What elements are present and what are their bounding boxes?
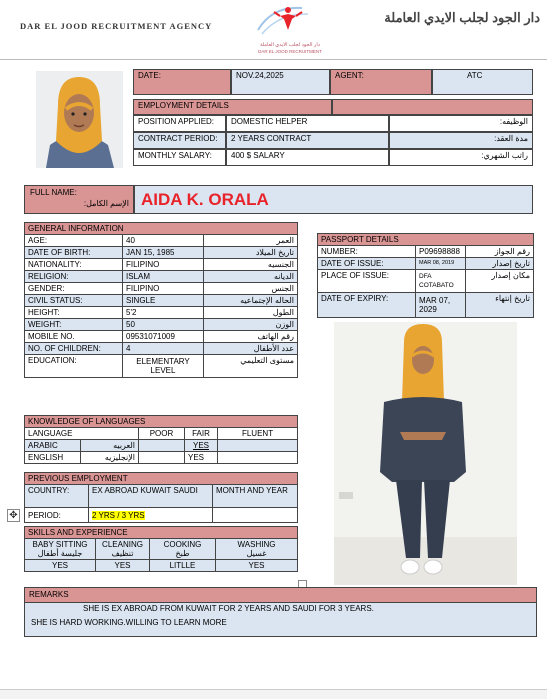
table-row — [318, 270, 534, 293]
height-value: 5'2 — [123, 307, 204, 319]
full-name-label-box — [24, 185, 134, 214]
agency-name-en: DAR EL JOOD RECRUITMENT AGENCY — [20, 21, 213, 31]
contract-label-ar: مدة العقد: — [389, 132, 533, 149]
passport-number-label-ar: رقم الجواز — [466, 246, 534, 258]
period-value: 2 YRS / 3 YRS — [92, 510, 145, 520]
age-label-ar: العمر — [204, 235, 298, 247]
skill-baby-sitting — [25, 539, 96, 560]
col-poor: POOR — [139, 428, 185, 440]
full-name-label: FULL NAME: — [30, 188, 77, 197]
skill-cooking-ar: طبخ — [175, 549, 190, 558]
skill-cooking — [150, 539, 216, 560]
salary-label: MONTHLY SALARY: — [133, 149, 226, 166]
month-year-label: MONTH AND YEAR — [213, 485, 298, 508]
skill-washing-ar: غسيل — [246, 549, 267, 558]
period-cell — [89, 508, 213, 523]
religion-value: ISLAM — [123, 271, 204, 283]
mobile-value: 09531071009 — [123, 331, 204, 343]
weight-label: WEIGHT: — [25, 319, 123, 331]
education-label-ar: مستوى التعليمي — [204, 355, 298, 378]
position-value: DOMESTIC HELPER — [226, 115, 389, 132]
table-move-handle[interactable]: ✥ — [7, 509, 20, 522]
position-label-ar: الوظيفه: — [389, 115, 533, 132]
education-label: EDUCATION: — [25, 355, 123, 378]
skill-baby-sitting-value: YES — [25, 560, 96, 572]
letterhead-divider — [0, 59, 547, 60]
religion-label: RELIGION: — [25, 271, 123, 283]
remarks-header: REMARKS — [24, 587, 537, 603]
gender-label-ar: الجنس — [204, 283, 298, 295]
passport-header: PASSPORT DETAILS — [318, 234, 534, 246]
gender-label: GENDER: — [25, 283, 123, 295]
logo-caption-ar: دار الجود لجلب الايدي العاملة — [260, 42, 320, 48]
issue-date-label: DATE OF ISSUE: — [318, 258, 416, 270]
table-row — [25, 307, 298, 319]
table-row — [25, 452, 298, 464]
remarks-line-2: SHE IS HARD WORKING.WILLING TO LEARN MORE — [31, 618, 227, 627]
children-value: 4 — [123, 343, 204, 355]
skill-washing-en: WASHING — [237, 540, 276, 549]
table-row — [25, 319, 298, 331]
table-row — [318, 258, 534, 270]
skill-washing-value: YES — [216, 560, 298, 572]
passport-number-label: NUMBER: — [318, 246, 416, 258]
general-info-table — [24, 222, 298, 378]
nationality-label: NATIONALITY: — [25, 259, 123, 271]
table-row — [25, 235, 298, 247]
date-label: DATE: — [133, 69, 231, 95]
skill-cleaning-ar: تنظيف — [111, 549, 134, 558]
skill-baby-sitting-ar: جليسة أطفال — [37, 549, 83, 558]
skill-cleaning-en: CLEANING — [102, 540, 143, 549]
nationality-value: FILIPINO — [123, 259, 204, 271]
table-row — [25, 283, 298, 295]
english-poor — [139, 452, 185, 464]
table-row — [318, 293, 534, 318]
table-row — [25, 247, 298, 259]
english-fair: YES — [185, 452, 218, 464]
table-row — [25, 271, 298, 283]
salary-value: 400 $ SALARY — [226, 149, 389, 166]
children-label-ar: عدد الأطفال — [204, 343, 298, 355]
col-fluent: FLUENT — [218, 428, 298, 440]
arabic-poor — [139, 440, 185, 452]
passport-number-value: P09698888 — [416, 246, 466, 258]
remarks-line-1: SHE IS EX ABROAD FROM KUWAIT FOR 2 YEARS AND SAUDI FOR 3 YEARS. — [83, 604, 374, 613]
position-label: POSITION APPLIED: — [133, 115, 226, 132]
language-arabic-ar: العربيه — [81, 440, 139, 452]
full-body-photo — [334, 322, 517, 585]
portrait-photo — [36, 71, 123, 168]
employment-header: EMPLOYMENT DETAILS — [133, 99, 332, 115]
country-value: EX ABROAD KUWAIT SAUDI — [89, 485, 213, 508]
agent-value: ATC — [432, 69, 533, 95]
passport-table — [317, 233, 534, 318]
table-row — [25, 539, 298, 560]
english-fluent — [218, 452, 298, 464]
height-label: HEIGHT: — [25, 307, 123, 319]
issue-date-label-ar: تاريخ إصدار — [466, 258, 534, 270]
expiry-label: DATE OF EXPIRY: — [318, 293, 416, 318]
issue-place-label-ar: مكان إصدار — [466, 270, 534, 293]
civil-status-value: SINGLE — [123, 295, 204, 307]
period-label: PERIOD: — [25, 508, 89, 523]
gender-value: FILIPINO — [123, 283, 204, 295]
height-label-ar: الطول — [204, 307, 298, 319]
mobile-label: MOBILE NO. — [25, 331, 123, 343]
remarks-body — [24, 603, 537, 637]
contract-value: 2 YEARS CONTRACT — [226, 132, 389, 149]
previous-employment-header: PREVIOUS EMPLOYMENT — [25, 473, 298, 485]
page-edge — [0, 689, 547, 699]
full-name-value-box — [134, 185, 533, 214]
date-value: NOV.24,2025 — [231, 69, 330, 95]
table-row — [25, 440, 298, 452]
expiry-label-ar: تاريخ إنتهاء — [466, 293, 534, 318]
table-row — [25, 428, 298, 440]
age-label: AGE: — [25, 235, 123, 247]
contract-label: CONTRACT PERIOD: — [133, 132, 226, 149]
civil-status-label-ar: الحاله الإجتماعيه — [204, 295, 298, 307]
children-label: NO. OF CHILDREN: — [25, 343, 123, 355]
table-row — [25, 485, 298, 508]
arabic-fluent — [218, 440, 298, 452]
skills-header: SKILLS AND EXPERIENCE — [25, 527, 298, 539]
col-fair: FAIR — [185, 428, 218, 440]
issue-place-label: PLACE OF ISSUE: — [318, 270, 416, 293]
skill-baby-sitting-en: BABY SITTING — [32, 540, 88, 549]
skill-washing — [216, 539, 298, 560]
issue-date-value: MAR 08, 2019 — [416, 258, 466, 270]
expiry-value: MAR 07, 2029 — [416, 293, 466, 318]
dob-label-ar: تاريخ الميلاد — [204, 247, 298, 259]
skill-cooking-en: COOKING — [163, 540, 202, 549]
table-row — [318, 246, 534, 258]
skill-cleaning — [96, 539, 150, 560]
languages-header: KNOWLEDGE OF LANGUAGES — [25, 416, 298, 428]
previous-employment-table — [24, 472, 298, 523]
agency-logo — [252, 0, 324, 42]
table-row — [25, 508, 298, 523]
language-english: ENGLISH — [25, 452, 81, 464]
logo-caption-en: DAR EL JOOD RECRUITMENT — [258, 49, 322, 54]
col-language: LANGUAGE — [25, 428, 139, 440]
table-row — [25, 259, 298, 271]
agency-name-ar: دار الجود لجلب الايدي العاملة — [384, 10, 540, 25]
weight-label-ar: الوزن — [204, 319, 298, 331]
language-arabic: ARABIC — [25, 440, 81, 452]
civil-status-label: CIVIL STATUS: — [25, 295, 123, 307]
religion-label-ar: الديانه — [204, 271, 298, 283]
skills-table — [24, 526, 298, 572]
mobile-label-ar: رقم الهاتف — [204, 331, 298, 343]
nationality-label-ar: الجنسيه — [204, 259, 298, 271]
period-extra — [213, 508, 298, 523]
table-row — [25, 560, 298, 572]
table-row — [25, 295, 298, 307]
language-english-ar: الإنجليزيه — [81, 452, 139, 464]
skill-cleaning-value: YES — [96, 560, 150, 572]
agent-label: AGENT: — [330, 69, 432, 95]
issue-place-value: DFA COTABATO — [416, 270, 466, 293]
table-row — [25, 343, 298, 355]
full-name-label-ar: الإسم الكامل: — [83, 199, 129, 208]
table-row — [25, 355, 298, 378]
languages-table — [24, 415, 298, 464]
letterhead — [0, 0, 547, 60]
education-value: ELEMENTARY LEVEL — [123, 355, 204, 378]
general-info-header: GENERAL INFORMATION — [25, 223, 298, 235]
arabic-fair: YES — [185, 440, 218, 452]
country-label: COUNTRY: — [25, 485, 89, 508]
skill-cooking-value: LITLLE — [150, 560, 216, 572]
age-value: 40 — [123, 235, 204, 247]
dob-value: JAN 15, 1985 — [123, 247, 204, 259]
weight-value: 50 — [123, 319, 204, 331]
dob-label: DATE OF BIRTH: — [25, 247, 123, 259]
salary-label-ar: راتب الشهري: — [389, 149, 533, 166]
employment-header-fill — [332, 99, 533, 115]
full-name-value: AIDA K. ORALA — [141, 190, 269, 209]
table-row — [25, 331, 298, 343]
